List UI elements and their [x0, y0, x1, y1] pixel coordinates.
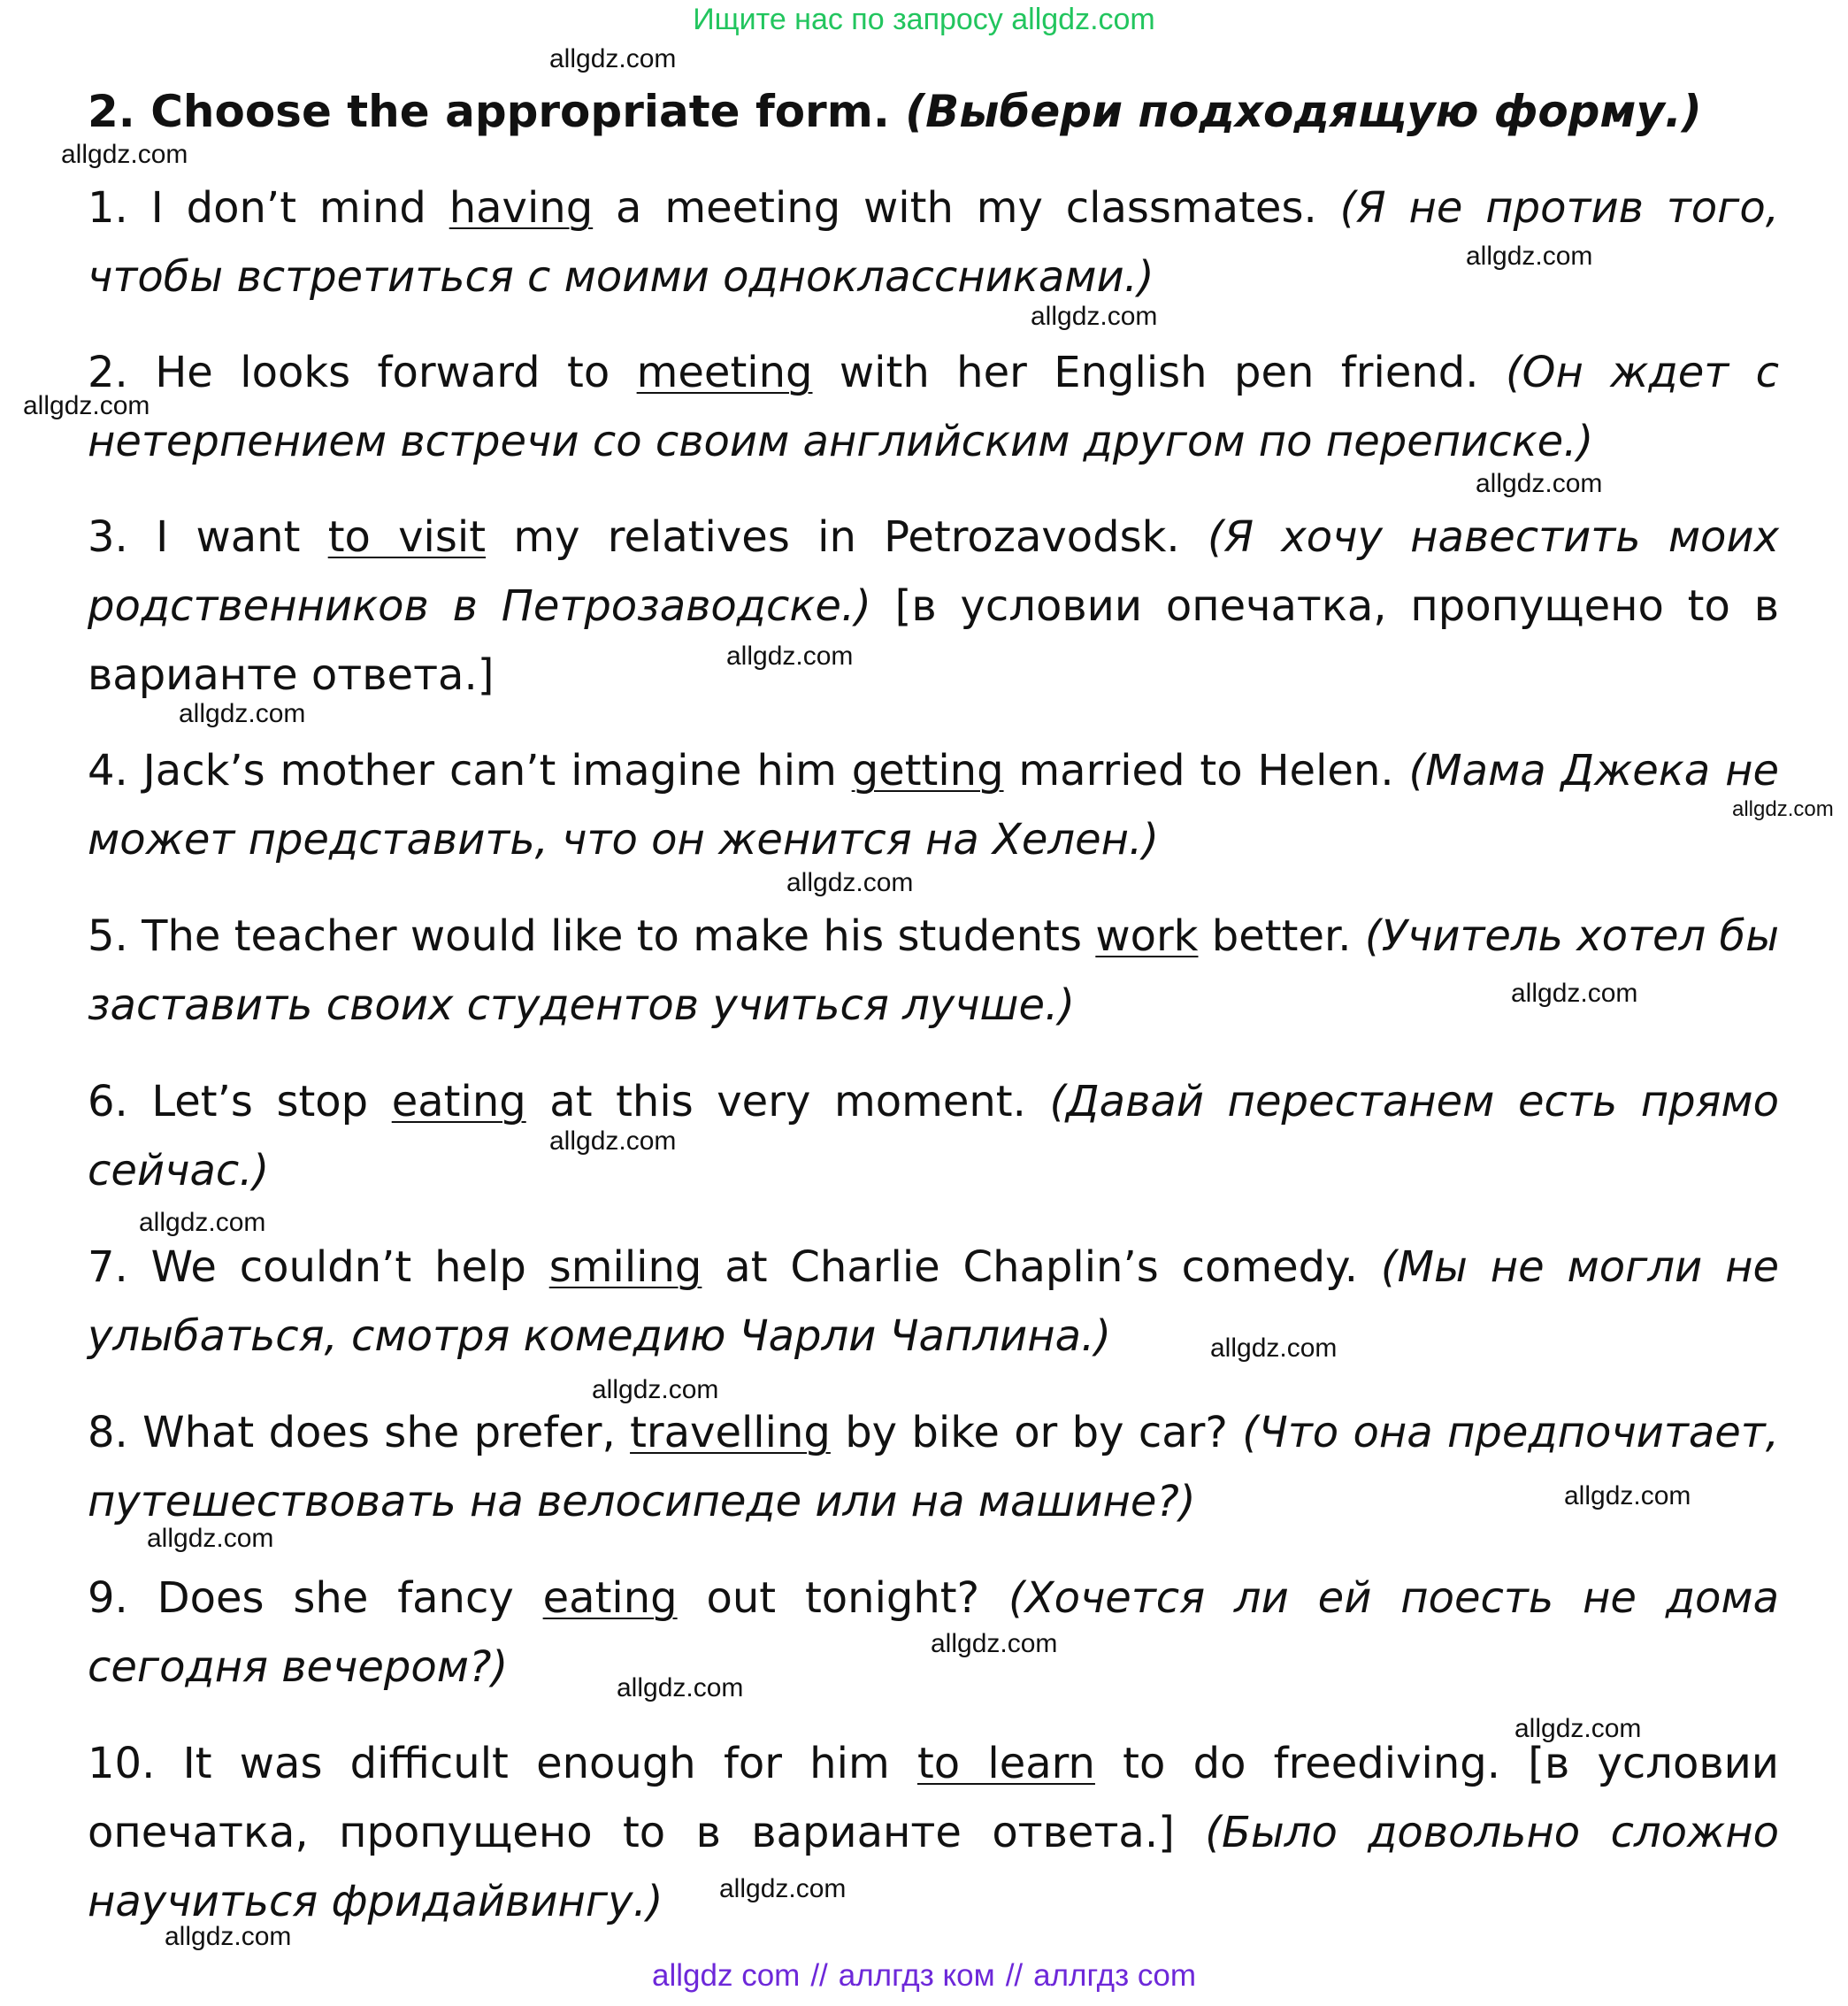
exercise-item-8: [88, 1398, 1779, 1536]
item-7-translation: (Мы не могли не улыбаться, смотря комедию Чарли Чаплина.): [88, 1242, 1780, 1361]
item-3-pre: 3. I want: [88, 512, 328, 562]
exercise-item-10: [88, 1729, 1779, 1936]
watermark: allgdz.com: [165, 1922, 292, 1951]
watermark: allgdz.com: [1031, 302, 1158, 331]
watermark: allgdz.com: [23, 391, 150, 420]
watermark: allgdz.com: [1732, 797, 1834, 821]
item-7-answer: smiling: [548, 1242, 702, 1292]
item-10-pre: 10. It was difficult enough for him: [88, 1739, 917, 1788]
item-4-answer: getting: [851, 746, 1004, 795]
item-5-translation: (Учитель хотел бы заставить своих студентов учиться лучше.): [88, 911, 1780, 1030]
watermark: allgdz.com: [139, 1208, 266, 1237]
bottom-banner-part-1[interactable]: allgdz com: [652, 1958, 801, 1993]
item-6-pre: 6. Let’s stop: [88, 1077, 392, 1126]
item-6-translation: (Давай перестанем есть прямо сейчас.): [88, 1077, 1779, 1195]
item-7-pre: 7. We couldn’t help: [88, 1242, 549, 1292]
item-8-post: by bike or by car?: [830, 1408, 1243, 1457]
item-2-answer: meeting: [636, 348, 813, 397]
watermark: allgdz.com: [1511, 979, 1638, 1008]
heading-en: 2. Choose the appropriate form.: [88, 86, 890, 137]
item-4-post: married to Helen.: [1003, 746, 1409, 795]
item-10-post: to do freediving. [в условии опечатка, пропущено to в варианте ответа.]: [88, 1739, 1780, 1857]
heading-ru: (Выбери подходящую форму.): [905, 86, 1702, 137]
item-3-post: my relatives in Petrozavodsk.: [486, 512, 1208, 562]
item-3-tail: [в условии опечатка, пропущено to в варианте ответа.]: [88, 581, 1779, 700]
watermark: allgdz.com: [786, 868, 914, 897]
item-2-pre: 2. He looks forward to: [88, 348, 637, 397]
watermark: allgdz.com: [549, 1126, 677, 1156]
item-2-post: with her English pen friend.: [812, 348, 1506, 397]
watermark: allgdz.com: [61, 140, 188, 169]
item-9-pre: 9. Does she fancy: [88, 1573, 543, 1623]
item-1-pre: 1. I don’t mind: [88, 183, 449, 233]
item-8-translation: (Что она предпочитает, путешествовать на велосипеде или на машине?): [88, 1408, 1780, 1526]
item-1-answer: having: [449, 183, 594, 233]
watermark: allgdz.com: [931, 1629, 1058, 1658]
item-1-translation: (Я не против того, чтобы встретиться с моими одноклассниками.): [88, 183, 1779, 302]
watermark: allgdz.com: [1476, 469, 1603, 498]
exercise-item-4: [88, 736, 1779, 874]
bottom-banner[interactable]: [0, 1956, 1848, 1995]
item-6-post: at this very moment.: [525, 1077, 1050, 1126]
watermark: allgdz.com: [726, 642, 854, 671]
exercise-item-3: [88, 503, 1779, 710]
watermark: allgdz.com: [1564, 1481, 1691, 1510]
item-9-answer: eating: [542, 1573, 678, 1623]
watermark: allgdz.com: [1210, 1333, 1338, 1363]
bottom-banner-part-3[interactable]: аллгдз com: [1033, 1958, 1196, 1993]
top-banner[interactable]: Ищите нас по запросу allgdz.com: [693, 3, 1155, 36]
item-8-answer: travelling: [630, 1408, 831, 1457]
watermark: allgdz.com: [147, 1524, 274, 1553]
item-6-answer: eating: [391, 1077, 526, 1126]
exercise-item-6: [88, 1067, 1779, 1205]
item-8-pre: 8. What does she prefer,: [88, 1408, 631, 1457]
item-9-translation: (Хочется ли ей поесть не дома сегодня вечером?): [88, 1573, 1780, 1692]
item-7-post: at Charlie Chaplin’s comedy.: [702, 1242, 1381, 1292]
exercise-item-5: [88, 902, 1779, 1040]
bottom-banner-part-2[interactable]: аллгдз ком: [838, 1958, 995, 1993]
watermark: allgdz.com: [719, 1874, 847, 1903]
item-4-pre: 4. Jack’s mother can’t imagine him: [88, 746, 852, 795]
watermark: allgdz.com: [617, 1673, 744, 1702]
item-1-post: a meeting with my classmates.: [593, 183, 1340, 233]
bottom-banner-separator: //: [810, 1958, 828, 1993]
watermark: allgdz.com: [592, 1375, 719, 1404]
item-9-post: out tonight?: [677, 1573, 1008, 1623]
item-2-translation: (Он ждет с нетерпением встречи со своим английским другом по переписке.): [88, 348, 1779, 466]
exercise-item-7: [88, 1233, 1779, 1371]
item-5-pre: 5. The teacher would like to make his students: [88, 911, 1096, 961]
item-10-translation: (Было довольно сложно научиться фридайвингу.): [88, 1808, 1779, 1926]
item-3-answer: to visit: [327, 512, 487, 562]
watermark: allgdz.com: [549, 44, 677, 73]
exercise-item-2: [88, 338, 1779, 476]
item-5-answer: work: [1095, 911, 1199, 961]
watermark: allgdz.com: [1514, 1714, 1642, 1743]
item-4-translation: (Мама Джека не может представить, что он женится на Хелен.): [88, 746, 1779, 865]
item-10-answer: to learn: [916, 1739, 1095, 1788]
item-3-translation: (Я хочу навестить моих родственников в Петрозаводске.): [88, 512, 1779, 631]
exercise-heading: [88, 83, 1786, 140]
item-5-post: better.: [1198, 911, 1365, 961]
watermark: allgdz.com: [1466, 242, 1593, 271]
watermark: allgdz.com: [179, 699, 306, 728]
bottom-banner-separator: //: [1005, 1958, 1024, 1993]
